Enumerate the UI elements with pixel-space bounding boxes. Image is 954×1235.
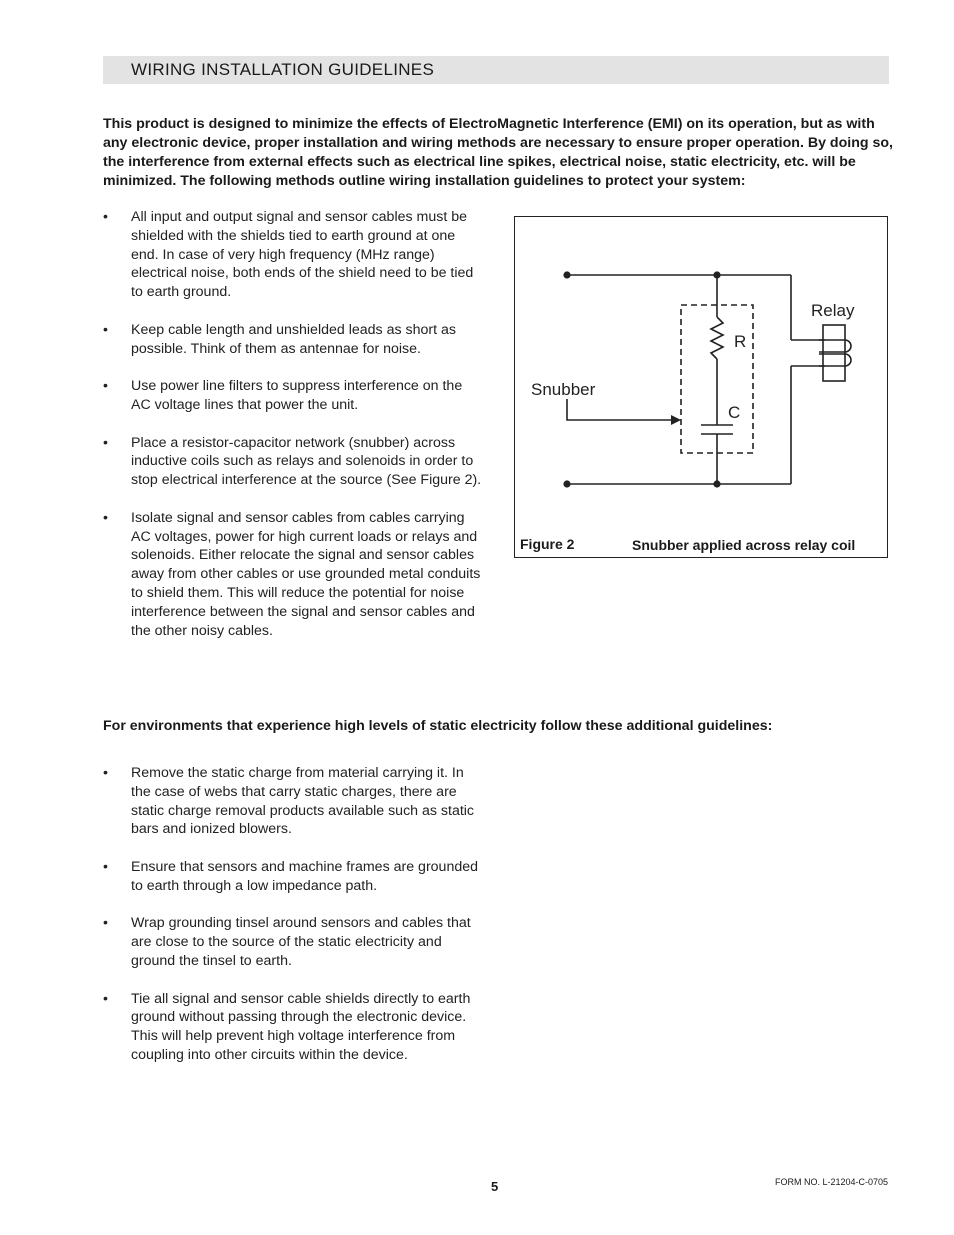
list-item bbox=[103, 321, 483, 359]
resistor-symbol bbox=[711, 317, 723, 359]
static-guidelines-list bbox=[103, 764, 483, 1084]
bullet-icon: • bbox=[103, 321, 108, 338]
snubber-pointer-line bbox=[567, 399, 673, 420]
bullet-icon: • bbox=[103, 434, 108, 451]
terminal-bottom bbox=[563, 480, 570, 487]
form-number: FORM NO. L-21204-C-0705 bbox=[775, 1177, 889, 1187]
snubber-arrowhead bbox=[671, 415, 681, 425]
junction-bottom bbox=[713, 480, 720, 487]
list-item bbox=[103, 434, 483, 490]
figure-caption: Snubber applied across relay coil bbox=[632, 537, 856, 553]
list-item-text: Remove the static charge from material carrying it. In the case of webs that carry static charges, there are static charge removal products available such as static bars and ionized blowers. bbox=[131, 765, 475, 838]
capacitor-label: C bbox=[728, 403, 741, 422]
terminal-top bbox=[563, 271, 570, 278]
list-item-text: Tie all signal and sensor cable shields directly to earth ground without passing through the electronic device. This will help prevent high voltage interference from coupling into other circuits within the device. bbox=[131, 990, 471, 1063]
page-number: 5 bbox=[491, 1179, 499, 1194]
resistor-label: R bbox=[734, 332, 747, 351]
figure-number: Figure 2 bbox=[520, 536, 575, 552]
bullet-icon: • bbox=[103, 378, 108, 395]
bullet-icon: • bbox=[103, 209, 108, 225]
snubber-circuit-diagram bbox=[515, 217, 887, 557]
list-item-text: Wrap grounding tinsel around sensors and cables that are close to the source of the static electricity and ground the tinsel to earth. bbox=[131, 915, 471, 969]
list-item bbox=[103, 509, 483, 641]
bullet-icon: • bbox=[103, 858, 108, 875]
list-item bbox=[103, 377, 483, 415]
list-item-text: Use power line filters to suppress interference on the AC voltage lines that power the unit. bbox=[131, 378, 463, 413]
relay-label: Relay bbox=[811, 301, 855, 320]
list-item-text: Ensure that sensors and machine frames are grounded to earth through a low impedance path. bbox=[131, 858, 479, 894]
list-item-text: All input and output signal and sensor cables must be shielded with the shields tied to earth ground at one end. In case of very high frequency (MHz range) electrical noise, both ends of the shield need to be tied to earth ground. bbox=[131, 209, 474, 301]
intro-paragraph: This product is designed to minimize the effects of ElectroMagnetic Interference (EMI) on its operation, but as with any electronic device, proper installation and wiring methods are necessary to ensure proper operation. By doing so, the interference from external effects such as electrical line spikes, electrical noise, static electricity, etc. will be minimized. The following methods outline wiring installation guidelines to protect your system: bbox=[103, 116, 893, 189]
static-guidelines-heading: For environments that experience high levels of static electricity follow these additional guidelines: bbox=[103, 718, 773, 734]
bullet-icon: • bbox=[103, 509, 108, 526]
list-item bbox=[103, 914, 483, 970]
list-item-text: Isolate signal and sensor cables from cables carrying AC voltages, power for high current loads or relays and solenoids. Either relocate the signal and sensor cables away from other cables or use grounded metal conduits to shield them. This will reduce the potential for noise interference between the signal and sensor cables and the other noisy cables. bbox=[131, 509, 481, 639]
bullet-icon: • bbox=[103, 915, 108, 932]
junction-top bbox=[713, 271, 720, 278]
list-item bbox=[103, 208, 483, 302]
guidelines-list bbox=[103, 208, 483, 659]
list-item-text: Place a resistor-capacitor network (snubber) across inductive coils such as relays and solenoids in order to stop electrical interference at the source (See Figure 2). bbox=[131, 434, 482, 489]
figure-2 bbox=[514, 216, 888, 558]
section-header bbox=[103, 56, 889, 84]
section-title: WIRING INSTALLATION GUIDELINES bbox=[131, 60, 435, 79]
snubber-label: Snubber bbox=[531, 380, 596, 399]
bullet-icon: • bbox=[103, 990, 108, 1007]
list-item-text: Keep cable length and unshielded leads as short as possible. Think of them as antennae for noise. bbox=[131, 321, 456, 357]
list-item bbox=[103, 764, 483, 839]
list-item bbox=[103, 858, 483, 896]
bullet-icon: • bbox=[103, 765, 108, 781]
relay-body bbox=[823, 325, 845, 381]
list-item bbox=[103, 990, 483, 1065]
